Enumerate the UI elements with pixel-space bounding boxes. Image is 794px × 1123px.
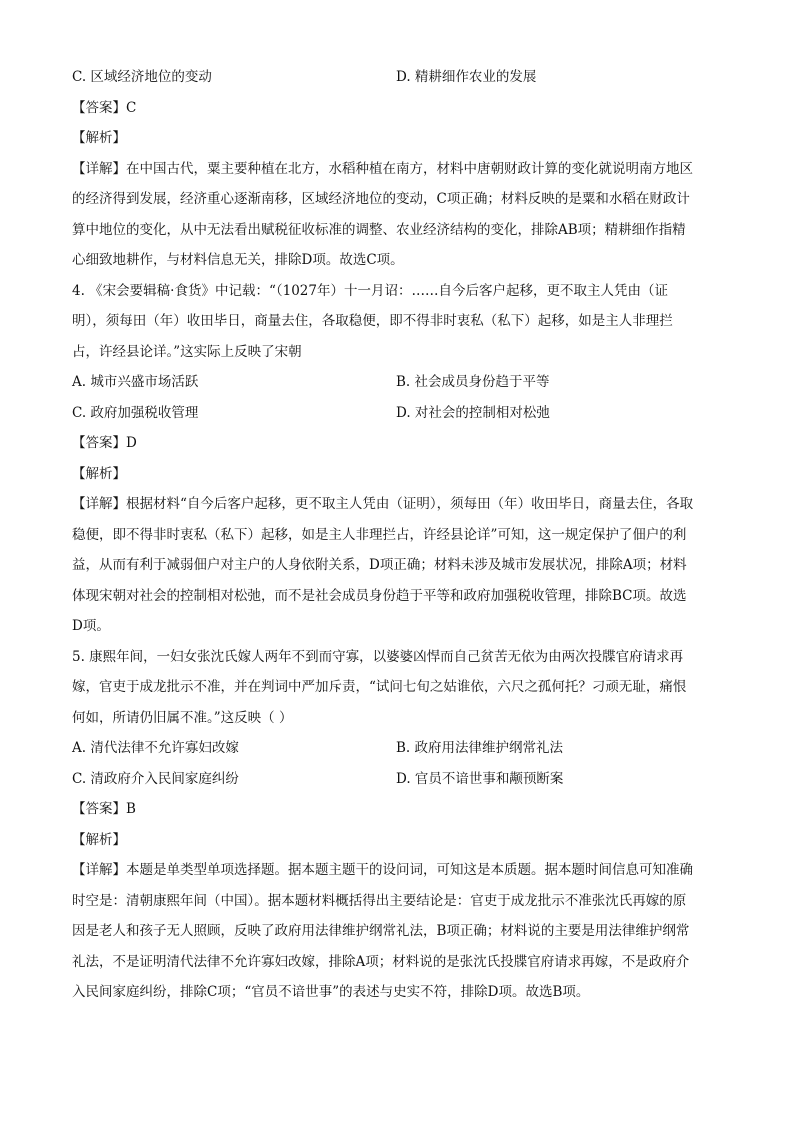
q4-detail-line-2: 稳便，即不得非时衷私（私下）起移，如是主人非理拦占，许经县论详”可知，这一规定保护了佃户的利 [72,526,687,543]
q3-detail-line-4: 心细致地耕作，与材料信息无关，排除D项。故选C项。 [72,252,404,268]
detail-tag: 【详解】 [72,496,126,512]
document-page [72,62,722,1008]
q3-options-row-cd [72,62,722,93]
q3-analysis-tag: 【解析】 [72,130,126,146]
q3-option-d: D. 精耕细作农业的发展 [396,69,537,85]
q4-option-c: C. 政府加强税收管理 [72,404,199,421]
q5-stem-line-2: 嫁，官吏于成龙批示不准，并在判词中严加斥责，“试问七旬之姑谁依，六尺之孤何托？刁顽无耻，痛恨 [72,679,687,695]
detail-tag: 【详解】 [72,160,126,177]
answer-value: D [126,435,137,451]
q3-option-c: C. 区域经济地位的变动 [72,69,212,85]
q4-detail-line-3: 益，从而有利于减弱佃户对主户的人身依附关系，D项正确；材料未涉及城市发展状况，排除A项；材料 [72,557,687,573]
q4-option-a: A. 城市兴盛市场活跃 [72,374,199,390]
q5-option-c: C. 清政府介入民间家庭纠纷 [72,770,239,787]
q4-stem-line-1: 4. 《宋会要辑稿·食货》中记载：“（1027年）十一月诏：……自今后客户起移，更不取主人凭由（证 [72,282,668,299]
q5-detail-line-4: 礼法，不是证明清代法律不允许寡妇改嫁，排除A项；材料说的是张沈氏投牒官府请求再嫁，不是政府介 [72,953,690,970]
q4-detail-line-4: 体现宋朝对社会的控制相对松弛，而不是社会成员身份趋于平等和政府加强税收管理，排除BC项。故选 [72,587,687,604]
q4-stem-line-3: 占，许经县论详。”这实际上反映了宋朝 [72,343,302,360]
q4-option-b: B. 社会成员身份趋于平等 [396,374,550,390]
q5-detail-line-1 [72,855,722,886]
detail-tag: 【详解】 [72,862,126,878]
q4-answer [72,428,722,459]
answer-tag: 【答案】 [72,99,126,116]
q4-stem-line-2: 明），须每田（年）收田毕日，商量去住，各取稳便，即不得非时衷私（私下）起移，如是主人非理拦 [72,313,673,329]
answer-tag: 【答案】 [72,801,126,817]
q4-options-row-ab [72,367,722,398]
q4-analysis-tag: 【解析】 [72,465,126,482]
q5-detail-line-2: 时空是：清朝康熙年间（中国）。据本题材料概括得出主要结论是：官吏于成龙批示不准张沈氏再嫁的原 [72,892,687,909]
q3-detail-line-3: 算中地位的变化，从中无法看出赋税征收标准的调整、农业经济结构的变化，排除AB项；精耕细作指精 [72,221,686,238]
q4-detail-line-1 [72,489,722,520]
q5-options-row-ab [72,733,722,764]
q3-answer [72,93,722,124]
answer-tag: 【答案】 [72,435,126,451]
q5-analysis-tag: 【解析】 [72,831,126,848]
q5-answer [72,794,722,825]
q5-stem-line-3: 何如，所请仍旧属不准。”这反映（ ） [72,709,293,726]
detail-text: 根据材料“自今后客户起移，更不取主人凭由（证明），须每田（年）收田毕日，商量去住，各取 [126,496,694,512]
answer-value: B [126,801,136,817]
q5-detail-line-3: 因是老人和孩子无人照顾，反映了政府用法律维护纲常礼法，B项正确；材料说的主要是用法律维护纲常 [72,923,690,939]
q5-options-row-cd [72,764,722,795]
detail-text: 本题是单类型单项选择题。据本题主题干的设问词，可知这是本质题。据本题时间信息可知准确 [126,862,693,878]
detail-text: 在中国古代，粟主要种植在北方，水稻种植在南方，材料中唐朝财政计算的变化就说明南方地区 [126,160,693,177]
q5-option-d: D. 官员不谙世事和颟顸断案 [396,770,564,787]
q5-detail-line-5: 入民间家庭纠纷，排除C项；“官员不谙世事”的表述与史实不符，排除D项。故选B项。 [72,984,590,1000]
q4-options-row-cd [72,398,722,429]
answer-value: C [126,99,137,116]
q4-option-d: D. 对社会的控制相对松弛 [396,404,550,421]
q5-option-b: B. 政府用法律维护纲常礼法 [396,740,564,756]
q4-detail-line-5: D项。 [72,618,110,634]
q5-stem-line-1: 5. 康熙年间，一妇女张沈氏嫁人两年不到而守寡，以婆婆凶悍而自己贫苦无依为由两次投牒官府请求再 [72,648,684,665]
q5-option-a: A. 清代法律不允许寡妇改嫁 [72,740,239,756]
q3-detail-line-1 [72,154,722,185]
q3-detail-line-2: 的经济得到发展，经济重心逐渐南移，区域经济地位的变动，C项正确；材料反映的是粟和水稻在财政计 [72,191,690,207]
